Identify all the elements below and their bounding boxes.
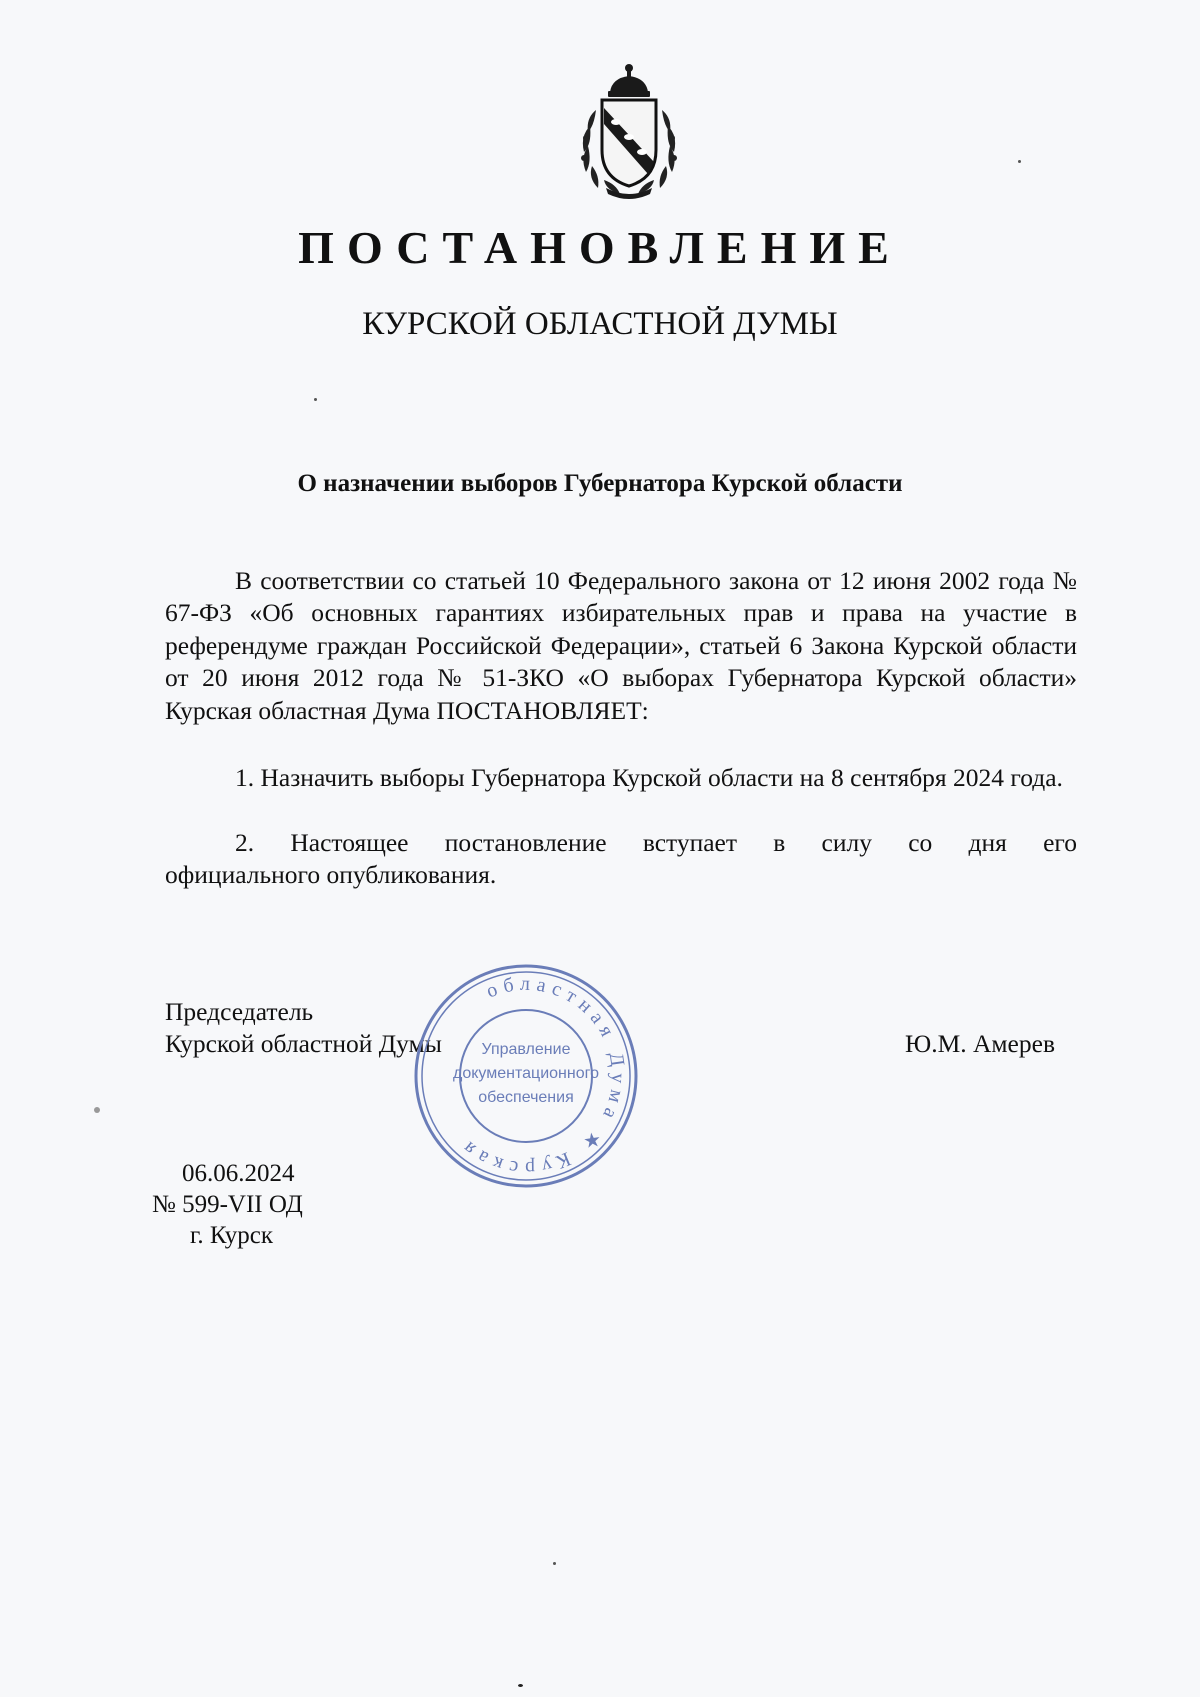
scan-speck <box>314 398 317 401</box>
scan-speck <box>518 1684 523 1687</box>
document-city: г. Курск <box>190 1222 273 1249</box>
resolution-item-2: 2. Настоящее постановление вступает в силу со дня его <box>235 828 1077 857</box>
document-meta <box>152 1158 303 1251</box>
signatory-position-line-2: Курской областной Думы <box>165 1029 442 1058</box>
document-number: № 599-VII ОД <box>152 1191 303 1218</box>
signatory-name: Ю.М. Амерев <box>905 1029 1055 1058</box>
resolution-item-1: 1. Назначить выборы Губернатора Курской области на 8 сентября 2024 года. <box>235 763 1063 792</box>
seal-inner-line-1: Управление <box>481 1041 571 1058</box>
official-seal <box>412 962 640 1190</box>
resolution-item-2-continuation: официального опубликования. <box>165 860 497 889</box>
seal-inner-line-3: обеспечения <box>478 1089 574 1106</box>
signatory-position <box>165 996 442 1060</box>
scan-speck <box>94 1107 100 1113</box>
kursk-coat-of-arms-icon <box>566 62 692 200</box>
seal-outer-text: областная Дума ★ Курская <box>454 972 630 1180</box>
seal-inner-line-2: документационного <box>453 1065 599 1082</box>
document-type: ПОСТАНОВЛЕНИЕ <box>298 222 902 273</box>
issuing-authority: КУРСКОЙ ОБЛАСТНОЙ ДУМЫ <box>362 306 838 342</box>
scan-speck <box>553 1562 556 1565</box>
document-date: 06.06.2024 <box>182 1160 295 1187</box>
signatory-position-line-1: Председатель <box>165 997 314 1026</box>
document-title: О назначении выборов Губернатора Курской области <box>297 470 903 497</box>
scan-speck <box>1018 160 1021 163</box>
preamble-paragraph: В соответствии со статьей 10 Федерального закона от 12 июня 2002 года № 67-ФЗ «Об основных гарантиях избирательных прав и права на участие в референдуме граждан Российской Федерации», статьей 6 Закона Курской области от 20 июня 2012 года № 51-ЗКО «О выборах Губернатора Курской области» Курская областная Дума ПОСТАНОВЛЯЕТ: <box>165 566 1077 725</box>
